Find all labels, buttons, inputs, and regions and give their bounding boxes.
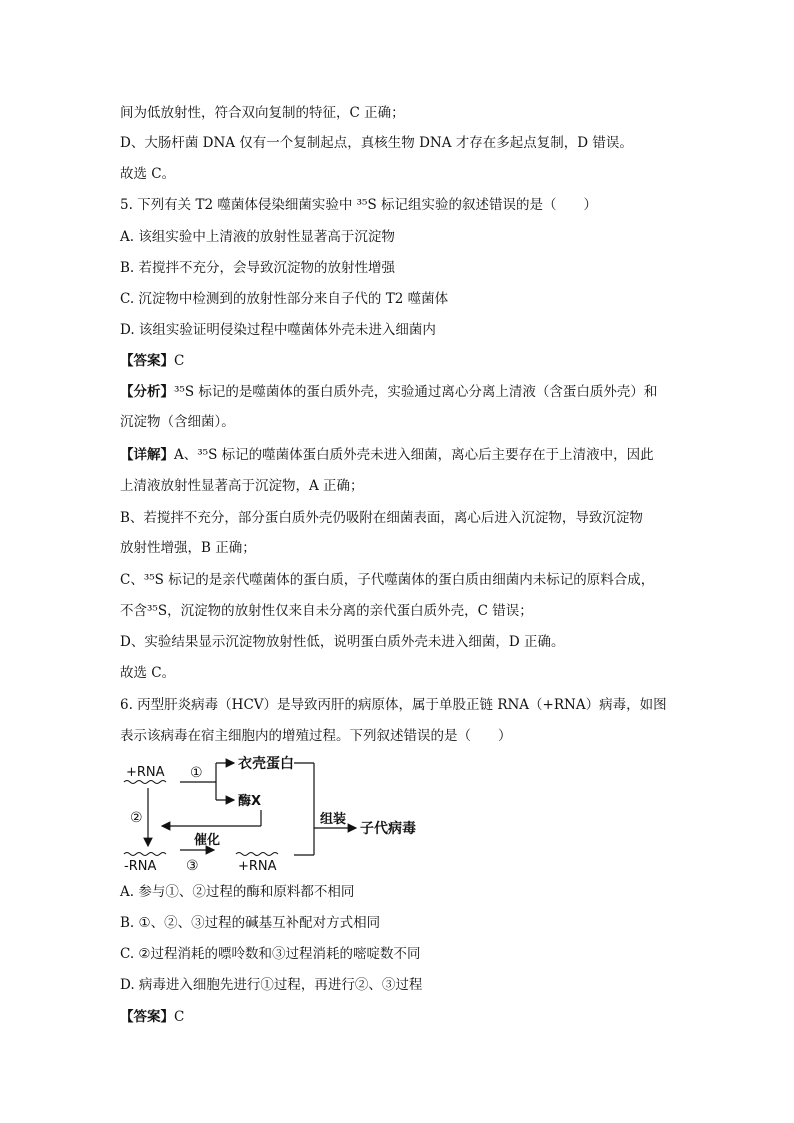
question-5-option-a: A. 该组实验中上清液的放射性显著高于沉淀物 <box>120 229 395 245</box>
question-5-stem: 5. 下列有关 T2 噬菌体侵染细菌实验中 ³⁵S 标记组实验的叙述错误的是（ ） <box>120 197 598 213</box>
question-5-option-d: D. 该组实验证明侵染过程中噬菌体外壳未进入细菌内 <box>120 322 436 338</box>
question-5-option-c: C. 沉淀物中检测到的放射性部分来自子代的 T2 噬菌体 <box>120 291 449 307</box>
detail-tag: 【详解】 <box>120 447 174 463</box>
detail-line: 上清液放射性显著高于沉淀物，A 正确； <box>120 478 364 494</box>
text-line: 间为低放射性，符合双向复制的特征，C 正确； <box>120 105 405 121</box>
detail-line: 放射性增强，B 正确； <box>120 540 256 556</box>
answer-value: C <box>174 353 185 369</box>
detail-line: D、实验结果显示沉淀物放射性低，说明蛋白质外壳未进入细菌，D 正确。 <box>120 634 565 650</box>
analysis-text: ³⁵S 标记的是噬菌体的蛋白质外壳，实验通过离心分离上清液（含蛋白质外壳）和 <box>174 384 658 400</box>
question-6-option-b: B. ①、②、③过程的碱基互补配对方式相同 <box>120 915 381 931</box>
answer-6 <box>120 1011 184 1025</box>
detail-line <box>120 449 654 463</box>
analysis-line: 沉淀物（含细菌）。 <box>120 414 235 430</box>
question-5-option-b: B. 若搅拌不充分，会导致沉淀物的放射性增强 <box>120 260 396 276</box>
step-3-label: ③ <box>186 858 199 874</box>
rna-wave <box>124 781 166 784</box>
capsid-protein-label: 衣壳蛋白 <box>238 756 294 772</box>
answer-5 <box>120 355 184 369</box>
question-6-stem: 6. 丙型肝炎病毒（HCV）是导致丙肝的病原体，属于单股正链 RNA（+RNA）病毒，如图 <box>120 697 667 713</box>
text-line: D、大肠杆菌 DNA 仅有一个复制起点，真核生物 DNA 才存在多起点复制，D 错误。 <box>120 135 633 151</box>
catalyze-label: 催化 <box>194 833 221 848</box>
detail-line: C、³⁵S 标记的是亲代噬菌体的蛋白质，子代噬菌体的蛋白质由细菌内未标记的原料合成， <box>120 572 655 588</box>
detail-line: B、若搅拌不充分，部分蛋白质外壳仍吸附在细菌表面，离心后进入沉淀物，导致沉淀物 <box>120 510 643 526</box>
detail-text: A、³⁵S 标记的噬菌体蛋白质外壳未进入细菌，离心后主要存在于上清液中，因此 <box>174 447 654 463</box>
question-6-option-c: C. ②过程消耗的嘌呤数和③过程消耗的嘧啶数不同 <box>120 946 421 962</box>
detail-line: 不含³⁵S，沉淀物的放射性仅来自未分离的亲代蛋白质外壳，C 错误； <box>120 603 533 619</box>
question-6-option-a: A. 参与①、②过程的酶和原料都不相同 <box>120 884 355 900</box>
answer-value: C <box>174 1009 185 1025</box>
step-2-label: ② <box>130 810 143 826</box>
text-line: 故选 C。 <box>120 166 176 182</box>
answer-tag: 【答案】 <box>120 1009 174 1025</box>
answer-tag: 【答案】 <box>120 353 174 369</box>
rna-wave <box>124 853 166 856</box>
detail-line: 故选 C。 <box>120 665 176 681</box>
analysis-tag: 【分析】 <box>120 384 174 400</box>
plus-rna-label: +RNA <box>126 765 165 780</box>
enzyme-x-label: 酶X <box>238 794 262 809</box>
rna-wave <box>236 853 278 856</box>
question-6-option-d: D. 病毒进入细胞先进行①过程，再进行②、③过程 <box>120 977 423 993</box>
hcv-replication-diagram <box>118 750 438 880</box>
minus-rna-label: -RNA <box>124 859 157 874</box>
analysis-line <box>120 386 657 400</box>
plus-rna-bottom-label: +RNA <box>238 859 277 874</box>
assemble-label: 组装 <box>320 812 347 827</box>
progeny-virus-label: 子代病毒 <box>360 821 416 837</box>
step-1-label: ① <box>190 765 203 781</box>
question-6-stem: 表示该病毒在宿主细胞内的增殖过程。下列叙述错误的是（ ） <box>120 728 512 744</box>
